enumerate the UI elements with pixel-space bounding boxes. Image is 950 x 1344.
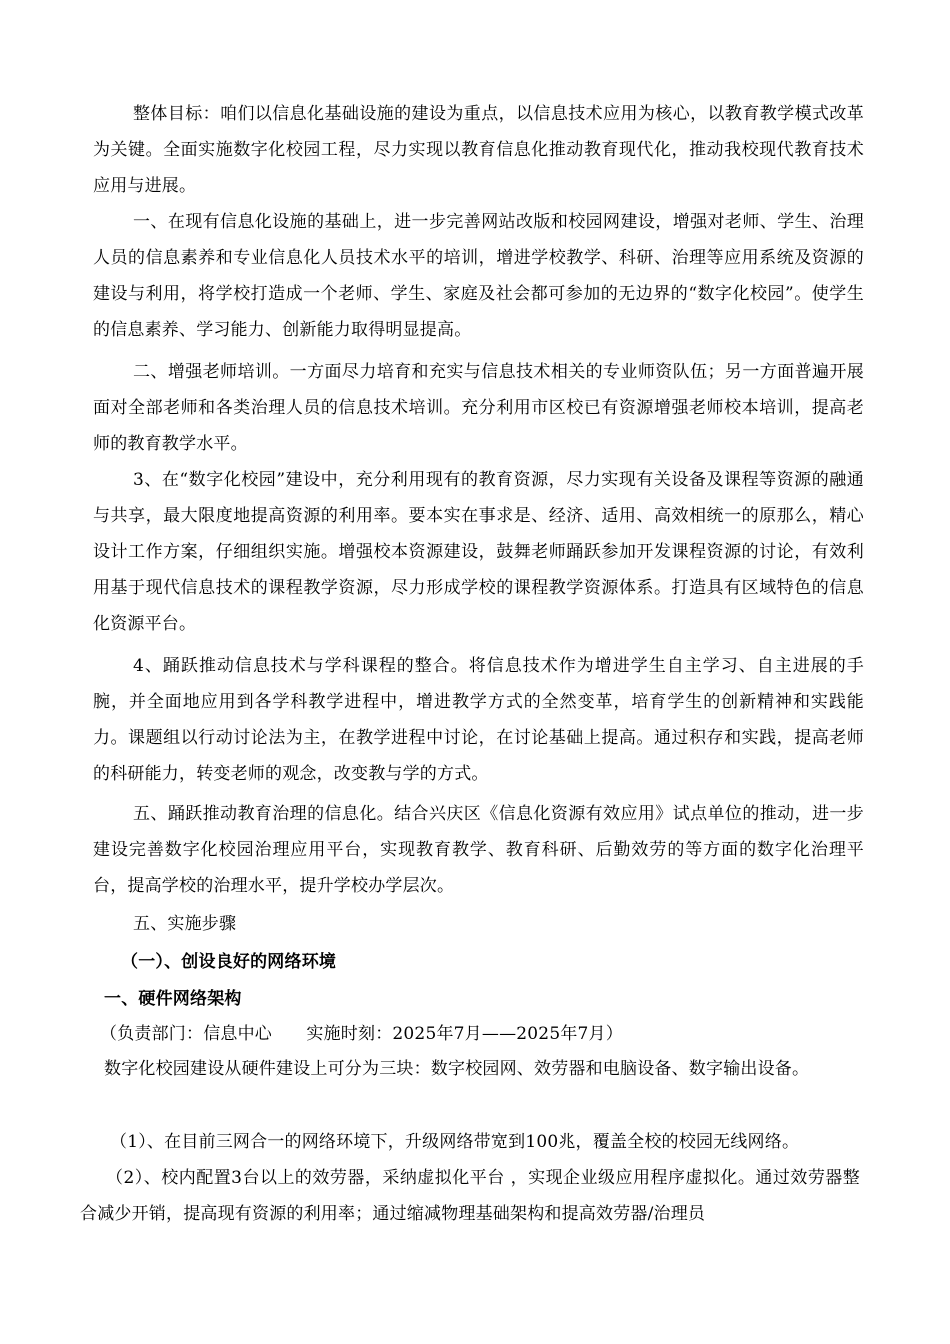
paragraph-hardware-2: （2）、校内配置3台以上的效劳器，采纳虚拟化平台 ，实现企业级应用程序虚拟化。通过效劳器整合减少开销，提高现有资源的利用率；通过缩减物理基础架构和提高效劳器/治理员 <box>80 1168 860 1224</box>
paragraph-item-1: 一、在现有信息化设施的基础上，进一步完善网站改版和校园网建设，增强对老师、学生、治理人员的信息素养和专业信息化人员技术水平的培训，增进学校教学、科研、治理等应用系统及资源的建设与利用，将学校打造成一个老师、学生、家庭及社会都可参加的无边界的“数字化校园”。使学生的信息素养、学习能力、创新能力取得明显提高。 <box>93 212 864 340</box>
sub-heading-network-environment: （一）、创设良好的网络环境 <box>121 952 337 972</box>
paragraph-hardware-1: （1）、在目前三网合一的网络环境下，升级网络带宽到100兆，覆盖全校的校园无线网络。 <box>110 1132 800 1152</box>
paragraph-item-2: 二、增强老师培训。一方面尽力培育和充实与信息技术相关的专业师资队伍；另一方面普遍开展面对全部老师和各类治理人员的信息技术培训。充分利用市区校已有资源增强老师校本培训，提高老师的教育教学水平。 <box>93 362 864 454</box>
responsible-department-line: （负责部门：信息中心 实施时刻：2025年7月——2025年7月） <box>100 1024 623 1044</box>
paragraph-overall-goal: 整体目标：咱们以信息化基础设施的建设为重点，以信息技术应用为核心，以教育教学模式改革为关键。全面实施数字化校园工程，尽力实现以教育信息化推动教育现代化，推动我校现代教育技术应用与进展。 <box>93 104 864 196</box>
paragraph-item-3: 3、在“数字化校园”建设中，充分利用现有的教育资源，尽力实现有关设备及课程等资源的融通与共享，最大限度地提高资源的利用率。要本实在事求是、经济、适用、高效相统一的原那么，精心设计工作方案，仔细组织实施。增强校本资源建设，鼓舞老师踊跃参加开发课程资源的讨论，有效利用基于现代信息技术的课程教学资源，尽力形成学校的课程教学资源体系。打造具有区域特色的信息化资源平台。 <box>93 470 864 634</box>
paragraph-item-5: 五、踊跃推动教育治理的信息化。结合兴庆区《信息化资源有效应用》试点单位的推动，进一步建设完善数字化校园治理应用平台，实现教育教学、教育科研、后勤效劳的等方面的数字化治理平台，提高学校的治理水平，提升学校办学层次。 <box>93 804 864 896</box>
paragraph-item-4: 4、踊跃推动信息技术与学科课程的整合。将信息技术作为增进学生自主学习、自主进展的手腕，并全面地应用到各学科教学进程中，增进教学方式的全然变革，培育学生的创新精神和实践能力。课题组以行动讨论法为主，在教学进程中讨论，在讨论基础上提高。通过积存和实践，提高老师的科研能力，转变老师的观念，改变教与学的方式。 <box>93 656 864 784</box>
section-heading: 五、实施步骤 <box>133 914 237 934</box>
paragraph-hardware-intro: 数字化校园建设从硬件建设上可分为三块：数字校园网、效劳器和电脑设备、数字输出设备。 <box>104 1059 810 1079</box>
sub-heading-hardware-architecture: 一、硬件网络架构 <box>104 989 242 1009</box>
